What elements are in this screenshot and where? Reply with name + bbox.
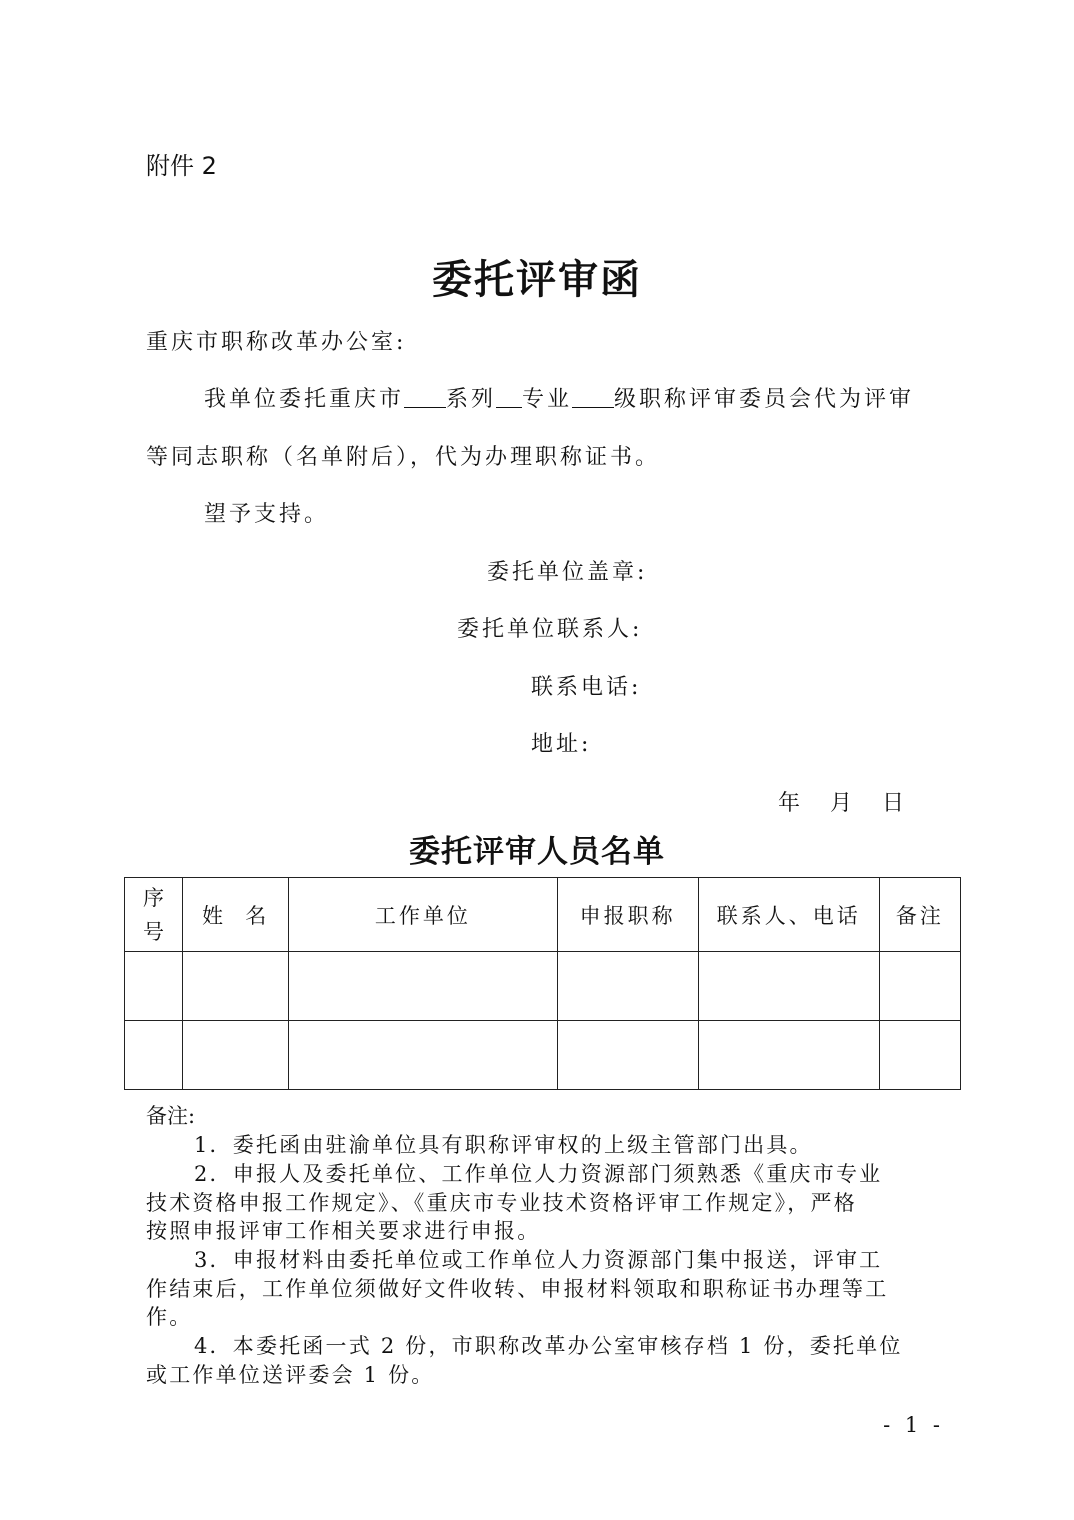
request-line-2: 等同志职称（名单附后），代为办理职称证书。 [146, 445, 661, 470]
cell-name[interactable] [183, 1021, 289, 1090]
date-day: 日 [882, 791, 905, 816]
header-note: 备注 [879, 878, 960, 952]
notes-label: 备注: [146, 1104, 196, 1128]
date-year: 年 [778, 791, 801, 816]
roster-title: 委托评审人员名单 [409, 834, 665, 870]
note-4-line-2: 或工作单位送评委会 1 份。 [146, 1363, 435, 1387]
cell-name[interactable] [183, 952, 289, 1021]
note-2-line-3: 按照申报评审工作相关要求进行申报。 [146, 1219, 541, 1243]
closing-phrase: 望予支持。 [204, 502, 330, 527]
header-seq-top: 序 [143, 885, 165, 910]
header-work-unit: 工作单位 [289, 878, 557, 952]
request-text-part-1: 我单位委托重庆市 [204, 387, 405, 412]
page-number: - 1 - [883, 1413, 944, 1437]
major-blank [496, 385, 522, 408]
letter-title: 委托评审函 [432, 256, 642, 303]
series-blank [404, 385, 446, 408]
cell-note[interactable] [879, 1021, 960, 1090]
header-contact: 联系人、电话 [698, 878, 879, 952]
table-row [125, 952, 961, 1021]
note-3-line-2: 作结束后，工作单位须做好文件收转、申报材料领取和职称证书办理等工 [146, 1277, 889, 1301]
request-text-part-2: 系列 [446, 387, 497, 412]
request-text-part-3: 专业 [522, 387, 573, 412]
note-2-line-1: 2．申报人及委托单位、工作单位人力资源部门须熟悉《重庆市专业 [194, 1162, 883, 1186]
header-name: 姓 名 [183, 878, 289, 952]
note-3-line-3: 作。 [146, 1305, 193, 1329]
note-1: 1．委托函由驻渝单位具有职称评审权的上级主管部门出具。 [194, 1133, 813, 1157]
phone-label: 联系电话: [531, 675, 642, 700]
cell-work-unit[interactable] [289, 952, 557, 1021]
roster-table [124, 877, 961, 1090]
note-3-line-1: 3．申报材料由委托单位或工作单位人力资源部门集中报送，评审工 [194, 1248, 883, 1272]
header-title: 申报职称 [557, 878, 698, 952]
date-line [778, 786, 934, 817]
cell-title[interactable] [557, 952, 698, 1021]
table-row [125, 1021, 961, 1090]
request-text-part-4: 级职称评审委员会代为评审 [614, 387, 915, 412]
level-blank [572, 385, 614, 408]
header-seq [125, 878, 183, 952]
seal-label: 委托单位盖章: [487, 560, 648, 585]
note-4-line-1: 4．本委托函一式 2 份，市职称改革办公室审核存档 1 份，委托单位 [194, 1334, 903, 1358]
cell-contact[interactable] [698, 1021, 879, 1090]
attachment-label: 附件 2 [146, 152, 217, 180]
cell-seq[interactable] [125, 952, 183, 1021]
note-2-line-2: 技术资格申报工作规定》、《重庆市专业技术资格评审工作规定》，严格 [146, 1191, 857, 1215]
cell-work-unit[interactable] [289, 1021, 557, 1090]
date-month: 月 [830, 791, 853, 816]
cell-contact[interactable] [698, 952, 879, 1021]
address-label: 地址: [531, 732, 592, 757]
addressee: 重庆市职称改革办公室: [146, 330, 407, 355]
header-seq-bottom: 号 [143, 919, 165, 944]
table-header-row [125, 878, 961, 952]
request-line-1 [204, 382, 914, 413]
cell-note[interactable] [879, 952, 960, 1021]
cell-seq[interactable] [125, 1021, 183, 1090]
contact-person-label: 委托单位联系人: [457, 617, 643, 642]
cell-title[interactable] [557, 1021, 698, 1090]
